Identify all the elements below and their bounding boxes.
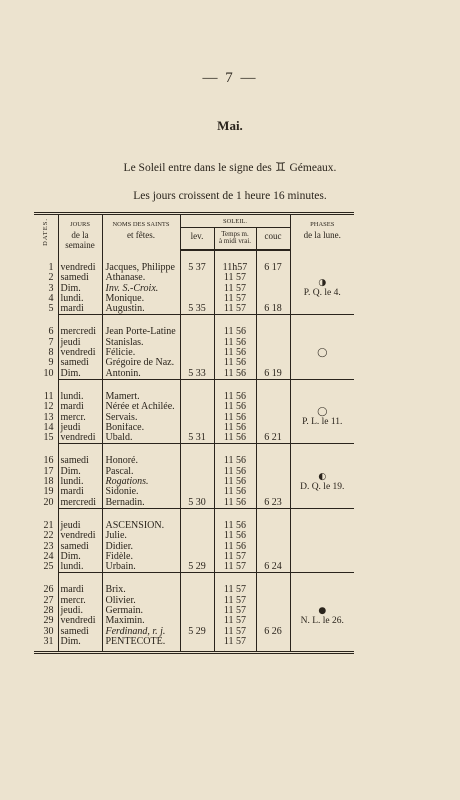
noon-time-cell: 11 56: [214, 542, 256, 552]
saint-cell: ASCENSION.: [102, 521, 180, 531]
moon-phase-text: P. L. le 11.: [302, 417, 343, 428]
sunrise-cell: [180, 284, 214, 294]
noon-time-cell: 11 56: [214, 467, 256, 477]
saint-cell: Augustin.: [102, 304, 180, 315]
sunrise-cell: [180, 456, 214, 466]
gemini-symbol-icon: ♊: [275, 160, 286, 174]
sunrise-cell: [180, 294, 214, 304]
noon-time-cell: 11 56: [214, 423, 256, 433]
date-cell: 19: [34, 487, 58, 497]
sunrise-cell: 5 33: [180, 369, 214, 380]
saint-cell: Germain.: [102, 606, 180, 616]
first-quarter-moon-icon: ◑: [318, 278, 327, 289]
table-row: [34, 585, 354, 595]
sunrise-cell: [180, 402, 214, 412]
noon-time-cell: 11 56: [214, 327, 256, 337]
date-cell: 17: [34, 467, 58, 477]
weekday-cell: vendredi: [58, 348, 102, 358]
weekday-cell: Dim.: [58, 369, 102, 380]
date-cell: 4: [34, 294, 58, 304]
date-cell: 22: [34, 531, 58, 541]
weekday-cell: samedi: [58, 542, 102, 552]
sunset-cell: [256, 596, 290, 606]
weekday-cell: vendredi: [58, 263, 102, 273]
new-moon-icon: ●: [318, 605, 327, 616]
date-cell: 20: [34, 498, 58, 509]
noon-time-cell: 11 56: [214, 433, 256, 444]
sunset-cell: [256, 552, 290, 562]
date-cell: 2: [34, 273, 58, 283]
sunrise-cell: [180, 348, 214, 358]
sunset-cell: 6 26: [256, 627, 290, 637]
noon-time-cell: 11 56: [214, 456, 256, 466]
noon-time-cell: 11 57: [214, 627, 256, 637]
date-cell: 11: [34, 392, 58, 402]
noon-time-cell: 11 57: [214, 304, 256, 315]
sunrise-cell: [180, 477, 214, 487]
weekday-cell: mercr.: [58, 413, 102, 423]
sunrise-cell: 5 37: [180, 263, 214, 273]
weekday-cell: Dim.: [58, 637, 102, 647]
saint-cell: Fidèle.: [102, 552, 180, 562]
weekday-cell: jeudi: [58, 423, 102, 433]
sunset-cell: [256, 294, 290, 304]
date-cell: 18: [34, 477, 58, 487]
moon-phases-header: PHASES de la lune.: [303, 221, 341, 240]
moon-phase-text: D. Q. le 19.: [300, 481, 345, 492]
sunset-cell: [256, 348, 290, 358]
sunrise-cell: [180, 327, 214, 337]
table-row: [34, 456, 354, 466]
date-cell: 26: [34, 585, 58, 595]
sunset-cell: [256, 521, 290, 531]
saint-cell: Jacques, Philippe: [102, 263, 180, 273]
noon-time-cell: 11 56: [214, 402, 256, 412]
date-cell: 29: [34, 616, 58, 626]
weekday-cell: vendredi: [58, 433, 102, 444]
weekday-cell: lundi.: [58, 477, 102, 487]
noon-time-cell: 11 56: [214, 487, 256, 497]
sunset-cell: [256, 284, 290, 294]
sun-header: SOLEIL.: [180, 214, 290, 228]
month-title: Mai.: [217, 118, 243, 133]
weekday-cell: samedi: [58, 456, 102, 466]
date-cell: 16: [34, 456, 58, 466]
full-moon-icon: ◯: [317, 347, 328, 358]
noon-time-cell: 11 57: [214, 273, 256, 283]
noon-time-cell: 11 56: [214, 498, 256, 509]
date-cell: 24: [34, 552, 58, 562]
saint-cell: Monique.: [102, 294, 180, 304]
sunset-cell: [256, 487, 290, 497]
sunset-cell: [256, 456, 290, 466]
week-separator: [34, 573, 354, 586]
date-cell: 13: [34, 413, 58, 423]
noon-time-cell: 11 56: [214, 369, 256, 380]
weekday-cell: jeudi.: [58, 606, 102, 616]
sunset-cell: 6 23: [256, 498, 290, 509]
date-cell: 30: [34, 627, 58, 637]
date-cell: 31: [34, 637, 58, 647]
saint-cell: Grégoire de Naz.: [102, 358, 180, 368]
sunrise-cell: [180, 542, 214, 552]
noon-time-cell: 11 56: [214, 348, 256, 358]
sunset-cell: 6 19: [256, 369, 290, 380]
saint-cell: Inv. S.-Croix.: [102, 284, 180, 294]
sunrise-cell: 5 29: [180, 562, 214, 573]
noon-time-header: Temps m. à midi vrai.: [214, 228, 256, 250]
sunrise-cell: [180, 596, 214, 606]
moon-phase-cell: [290, 585, 354, 647]
saint-cell: Pascal.: [102, 467, 180, 477]
weekday-cell: samedi: [58, 273, 102, 283]
moon-phase-cell: [290, 327, 354, 379]
saint-cell: Olivier.: [102, 596, 180, 606]
saint-cell: Ferdinand, r. j.: [102, 627, 180, 637]
sunset-cell: [256, 637, 290, 647]
calendar-table: [34, 212, 354, 654]
noon-time-cell: 11 56: [214, 413, 256, 423]
moon-phase-cell: [290, 456, 354, 508]
noon-time-cell: 11 56: [214, 358, 256, 368]
noon-time-cell: 11 57: [214, 294, 256, 304]
moon-phase-text: N. L. le 26.: [300, 615, 344, 626]
sunset-cell: [256, 402, 290, 412]
sunrise-cell: [180, 521, 214, 531]
date-cell: 7: [34, 338, 58, 348]
sunrise-cell: [180, 358, 214, 368]
date-cell: 8: [34, 348, 58, 358]
sunset-cell: 6 21: [256, 433, 290, 444]
date-cell: 12: [34, 402, 58, 412]
noon-time-cell: 11 56: [214, 392, 256, 402]
full-moon-icon: ◯: [317, 407, 328, 418]
sunrise-cell: 5 29: [180, 627, 214, 637]
sign-name: Gémeaux.: [289, 162, 337, 174]
sunset-cell: [256, 392, 290, 402]
saint-cell: PENTECOTE.: [102, 637, 180, 647]
sunset-cell: 6 18: [256, 304, 290, 315]
saint-cell: Ubald.: [102, 433, 180, 444]
week-separator: [34, 508, 354, 521]
sunrise-cell: [180, 531, 214, 541]
sunrise-cell: [180, 487, 214, 497]
sunrise-cell: 5 31: [180, 433, 214, 444]
date-cell: 10: [34, 369, 58, 380]
date-cell: 27: [34, 596, 58, 606]
table-row: [34, 263, 354, 273]
noon-time-cell: 11h57: [214, 263, 256, 273]
moon-phase-cell: [290, 263, 354, 315]
sunset-cell: [256, 338, 290, 348]
sunrise-cell: [180, 413, 214, 423]
noon-time-cell: 11 57: [214, 562, 256, 573]
sunrise-cell: [180, 585, 214, 595]
sunset-cell: [256, 423, 290, 433]
date-cell: 23: [34, 542, 58, 552]
saint-cell: Félicie.: [102, 348, 180, 358]
sunset-cell: [256, 413, 290, 423]
saint-cell: Julie.: [102, 531, 180, 541]
date-cell: 9: [34, 358, 58, 368]
sunset-cell: [256, 616, 290, 626]
sunrise-cell: [180, 467, 214, 477]
saint-cell: Bernadin.: [102, 498, 180, 509]
noon-time-cell: 11 57: [214, 596, 256, 606]
weekday-cell: mercr.: [58, 596, 102, 606]
sun-sign-line: [0, 160, 460, 174]
saint-cell: Jean Porte-Latine: [102, 327, 180, 337]
sunset-cell: [256, 542, 290, 552]
last-quarter-moon-icon: ◐: [318, 471, 327, 482]
saint-cell: Mamert.: [102, 392, 180, 402]
weekday-header: JOURS de la semaine: [58, 214, 102, 251]
week-separator: [34, 379, 354, 392]
sunset-cell: 6 17: [256, 263, 290, 273]
weekday-cell: mardi: [58, 487, 102, 497]
sunrise-cell: [180, 338, 214, 348]
saint-cell: Athanase.: [102, 273, 180, 283]
date-cell: 15: [34, 433, 58, 444]
saint-cell: Rogations.: [102, 477, 180, 487]
sunrise-cell: [180, 606, 214, 616]
days-increase-line: Les jours croissent de 1 heure 16 minutes.: [133, 190, 327, 202]
sunset-cell: [256, 531, 290, 541]
sunset-header: couc: [256, 228, 290, 250]
week-separator: [34, 444, 354, 457]
weekday-cell: Dim.: [58, 467, 102, 477]
noon-time-cell: 11 57: [214, 606, 256, 616]
sunset-cell: [256, 585, 290, 595]
sunrise-header: lev.: [180, 228, 214, 250]
sun-sign-text: Le Soleil entre dans le signe des: [123, 162, 272, 174]
saint-cell: Urbain.: [102, 562, 180, 573]
sunrise-cell: [180, 392, 214, 402]
table-row: [34, 521, 354, 531]
date-cell: 14: [34, 423, 58, 433]
sunrise-cell: [180, 637, 214, 647]
sunset-cell: [256, 358, 290, 368]
saint-cell: Boniface.: [102, 423, 180, 433]
saint-cell: Brix.: [102, 585, 180, 595]
sunset-cell: 6 24: [256, 562, 290, 573]
date-cell: 28: [34, 606, 58, 616]
weekday-cell: mardi: [58, 402, 102, 412]
weekday-cell: samedi: [58, 627, 102, 637]
noon-time-cell: 11 57: [214, 637, 256, 647]
date-cell: 1: [34, 263, 58, 273]
saint-cell: Servais.: [102, 413, 180, 423]
noon-time-cell: 11 57: [214, 616, 256, 626]
noon-time-cell: 11 56: [214, 531, 256, 541]
saint-cell: Stanislas.: [102, 338, 180, 348]
weekday-cell: lundi.: [58, 392, 102, 402]
sunset-cell: [256, 477, 290, 487]
weekday-cell: vendredi: [58, 531, 102, 541]
saints-header: NOMS DES SAINTS et fêtes.: [102, 214, 180, 251]
sunrise-cell: [180, 616, 214, 626]
noon-time-cell: 11 57: [214, 552, 256, 562]
saint-cell: Nérée et Achilée.: [102, 402, 180, 412]
date-cell: 5: [34, 304, 58, 315]
weekday-cell: jeudi: [58, 338, 102, 348]
weekday-cell: samedi: [58, 358, 102, 368]
weekday-cell: mardi: [58, 585, 102, 595]
page-number: — 7 —: [202, 70, 258, 86]
sunset-cell: [256, 327, 290, 337]
date-cell: 25: [34, 562, 58, 573]
sunrise-cell: [180, 552, 214, 562]
weekday-cell: mercredi: [58, 498, 102, 509]
sunrise-cell: 5 30: [180, 498, 214, 509]
saint-cell: Honoré.: [102, 456, 180, 466]
noon-time-cell: 11 56: [214, 477, 256, 487]
weekday-cell: vendredi: [58, 616, 102, 626]
table-row: [34, 392, 354, 402]
weekday-cell: lundi.: [58, 294, 102, 304]
saint-cell: Antonin.: [102, 369, 180, 380]
noon-time-cell: 11 57: [214, 585, 256, 595]
sunrise-cell: [180, 423, 214, 433]
sunrise-cell: [180, 273, 214, 283]
moon-phase-cell: [290, 521, 354, 573]
date-cell: 3: [34, 284, 58, 294]
dates-header: DATES.: [34, 214, 58, 251]
sunrise-cell: 5 35: [180, 304, 214, 315]
moon-phase-text: P. Q. le 4.: [303, 288, 341, 299]
weekday-cell: jeudi: [58, 521, 102, 531]
weekday-cell: mardi: [58, 304, 102, 315]
weekday-cell: lundi.: [58, 562, 102, 573]
sunset-cell: [256, 273, 290, 283]
week-separator: [34, 315, 354, 328]
sunset-cell: [256, 606, 290, 616]
noon-time-cell: 11 56: [214, 521, 256, 531]
saint-cell: Didier.: [102, 542, 180, 552]
weekday-cell: Dim.: [58, 552, 102, 562]
weekday-cell: Dim.: [58, 284, 102, 294]
weekday-cell: mercredi: [58, 327, 102, 337]
table-row: [34, 327, 354, 337]
date-cell: 6: [34, 327, 58, 337]
noon-time-cell: 11 56: [214, 338, 256, 348]
date-cell: 21: [34, 521, 58, 531]
moon-phase-cell: [290, 392, 354, 444]
saint-cell: Sidonie.: [102, 487, 180, 497]
sunset-cell: [256, 467, 290, 477]
noon-time-cell: 11 57: [214, 284, 256, 294]
saint-cell: Maximin.: [102, 616, 180, 626]
